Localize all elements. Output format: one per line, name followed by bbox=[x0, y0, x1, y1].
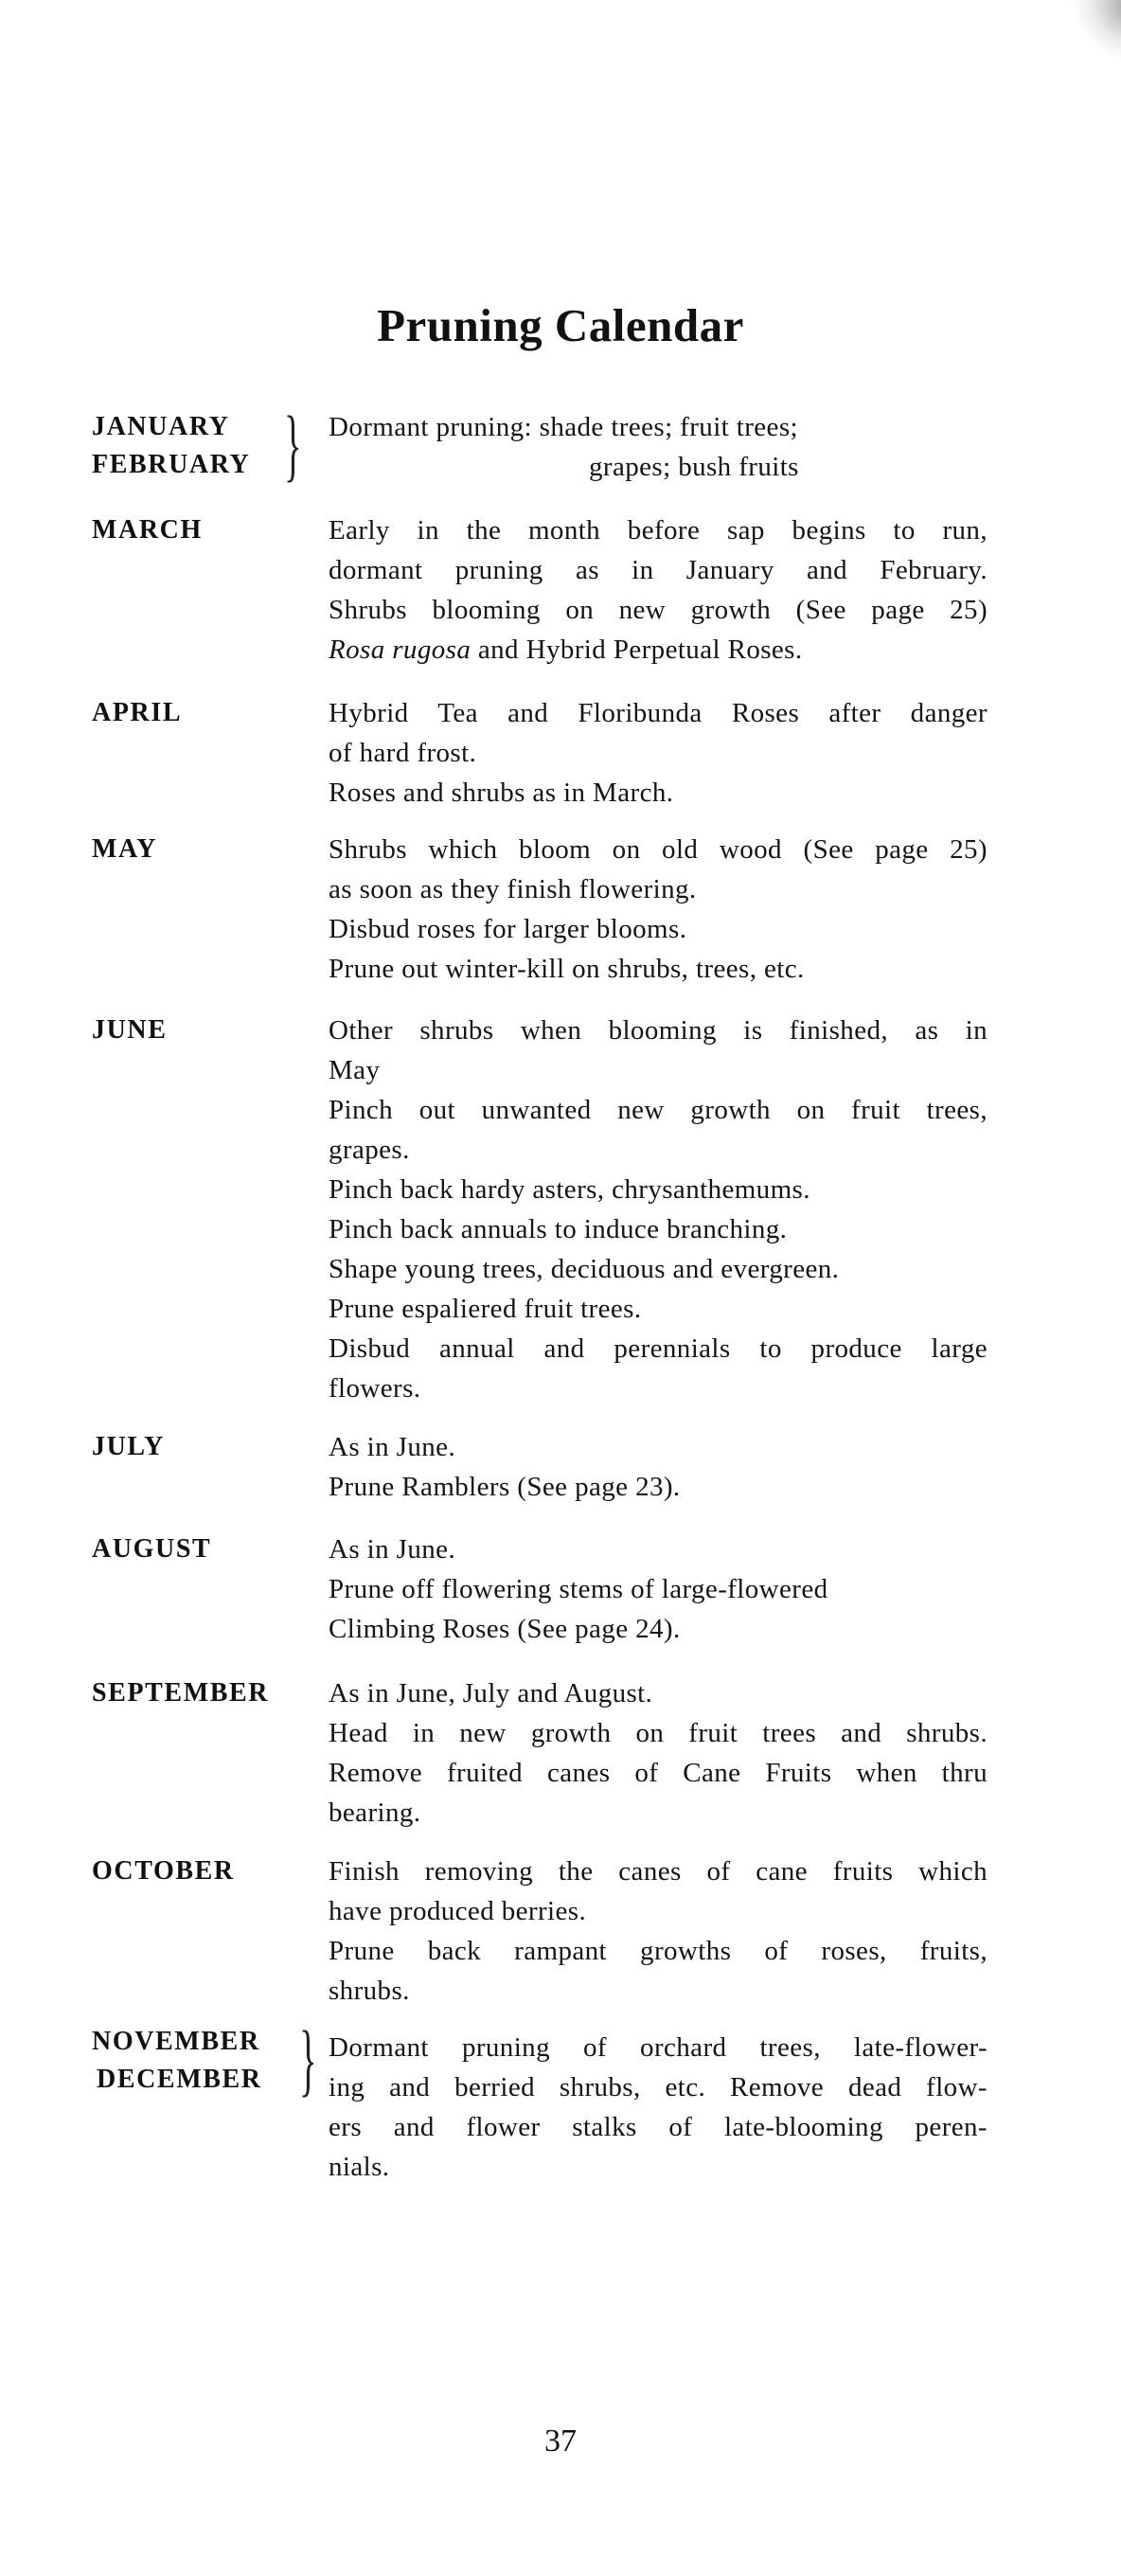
entry-description bbox=[329, 693, 988, 813]
description-line: as soon as they finish flowering. bbox=[329, 874, 697, 904]
brace-icon: } bbox=[299, 2013, 317, 2104]
description-line: nials. bbox=[329, 2152, 390, 2182]
entry-description bbox=[329, 1427, 988, 1507]
page-title: Pruning Calendar bbox=[377, 299, 744, 351]
description-line: Roses and shrubs as in March. bbox=[329, 778, 674, 808]
month-label: APRIL bbox=[92, 698, 183, 727]
description-line: grapes; bush fruits bbox=[589, 452, 799, 482]
description-line: Dormant pruning: shade trees; fruit trees; bbox=[329, 412, 798, 442]
month-label: AUGUST bbox=[92, 1534, 212, 1564]
entry-description bbox=[329, 830, 988, 989]
description-line: As in June, July and August. bbox=[329, 1678, 653, 1708]
month-label: JANUARY bbox=[92, 412, 230, 441]
month-label: OCTOBER bbox=[92, 1856, 235, 1886]
description-line: Early in the month before sap begins to run, bbox=[329, 515, 988, 546]
description-line: ers and flower stalks of late-blooming peren- bbox=[329, 2112, 988, 2142]
description-line: Dormant pruning of orchard trees, late-flower- bbox=[329, 2032, 988, 2063]
description-line: shrubs. bbox=[329, 1976, 410, 2006]
month-label: SEPTEMBER bbox=[92, 1678, 270, 1708]
entry-description bbox=[329, 1852, 988, 2011]
scan-smudge bbox=[1050, 0, 1121, 65]
description-line: Hybrid Tea and Floribunda Roses after danger bbox=[329, 698, 988, 728]
description-line: dormant pruning as in January and February. bbox=[329, 555, 988, 585]
month-label: FEBRUARY bbox=[92, 450, 251, 479]
description-line: Pinch back annuals to induce branching. bbox=[329, 1214, 788, 1244]
description-line: Disbud roses for larger blooms. bbox=[329, 914, 687, 944]
description-line: Prune espaliered fruit trees. bbox=[329, 1294, 642, 1324]
description-line: As in June. bbox=[329, 1534, 456, 1565]
entry-description bbox=[329, 510, 988, 670]
description-line: Other shrubs when blooming is finished, as in bbox=[329, 1015, 988, 1046]
entry-description bbox=[329, 407, 988, 487]
description-line: Prune off flowering stems of large-flowered bbox=[329, 1574, 828, 1604]
description-line: Disbud annual and perennials to produce large bbox=[329, 1333, 988, 1364]
entry-description bbox=[329, 1673, 988, 1833]
month-label: DECEMBER bbox=[97, 2065, 262, 2094]
description-line: Prune out winter-kill on shrubs, trees, etc. bbox=[329, 954, 805, 984]
month-label: JUNE bbox=[92, 1015, 168, 1045]
description-line: Pinch out unwanted new growth on fruit trees, bbox=[329, 1095, 988, 1125]
description-line: Shrubs which bloom on old wood (See page 25) bbox=[329, 834, 988, 865]
description-line: Prune back rampant growths of roses, fruits, bbox=[329, 1936, 988, 1966]
description-line: have produced berries. bbox=[329, 1896, 587, 1926]
month-label: JULY bbox=[92, 1432, 165, 1461]
description-line: Climbing Roses (See page 24). bbox=[329, 1614, 681, 1644]
description-line bbox=[329, 630, 988, 670]
month-label: NOVEMBER bbox=[92, 2027, 260, 2056]
description-line: Finish removing the canes of cane fruits which bbox=[329, 1856, 988, 1887]
description-line: Shape young trees, deciduous and evergreen. bbox=[329, 1254, 840, 1284]
description-line: flowers. bbox=[329, 1373, 421, 1404]
month-label: MARCH bbox=[92, 515, 203, 545]
description-line: grapes. bbox=[329, 1135, 410, 1165]
description-line: bearing. bbox=[329, 1798, 421, 1828]
description-line: of hard frost. bbox=[329, 738, 477, 768]
page-number: 37 bbox=[544, 2424, 577, 2459]
description-line: Head in new growth on fruit trees and shrubs. bbox=[329, 1718, 988, 1748]
description-line: As in June. bbox=[329, 1432, 456, 1462]
description-line: May bbox=[329, 1055, 381, 1085]
entry-description bbox=[329, 2028, 988, 2187]
month-label: MAY bbox=[92, 834, 158, 864]
italic-species-name: Rosa rugosa bbox=[329, 635, 472, 665]
entry-description bbox=[329, 1530, 988, 1649]
brace-icon: } bbox=[284, 399, 302, 490]
description-line: Prune Ramblers (See page 23). bbox=[329, 1472, 681, 1502]
description-line: Shrubs blooming on new growth (See page 25) bbox=[329, 595, 988, 625]
description-line: Remove fruited canes of Cane Fruits when thru bbox=[329, 1758, 988, 1788]
entry-description bbox=[329, 1011, 988, 1408]
description-line: Pinch back hardy asters, chrysanthemums. bbox=[329, 1174, 810, 1205]
description-line: ing and berried shrubs, etc. Remove dead flow- bbox=[329, 2072, 988, 2102]
description-line-rest: and Hybrid Perpetual Roses. bbox=[471, 635, 803, 665]
